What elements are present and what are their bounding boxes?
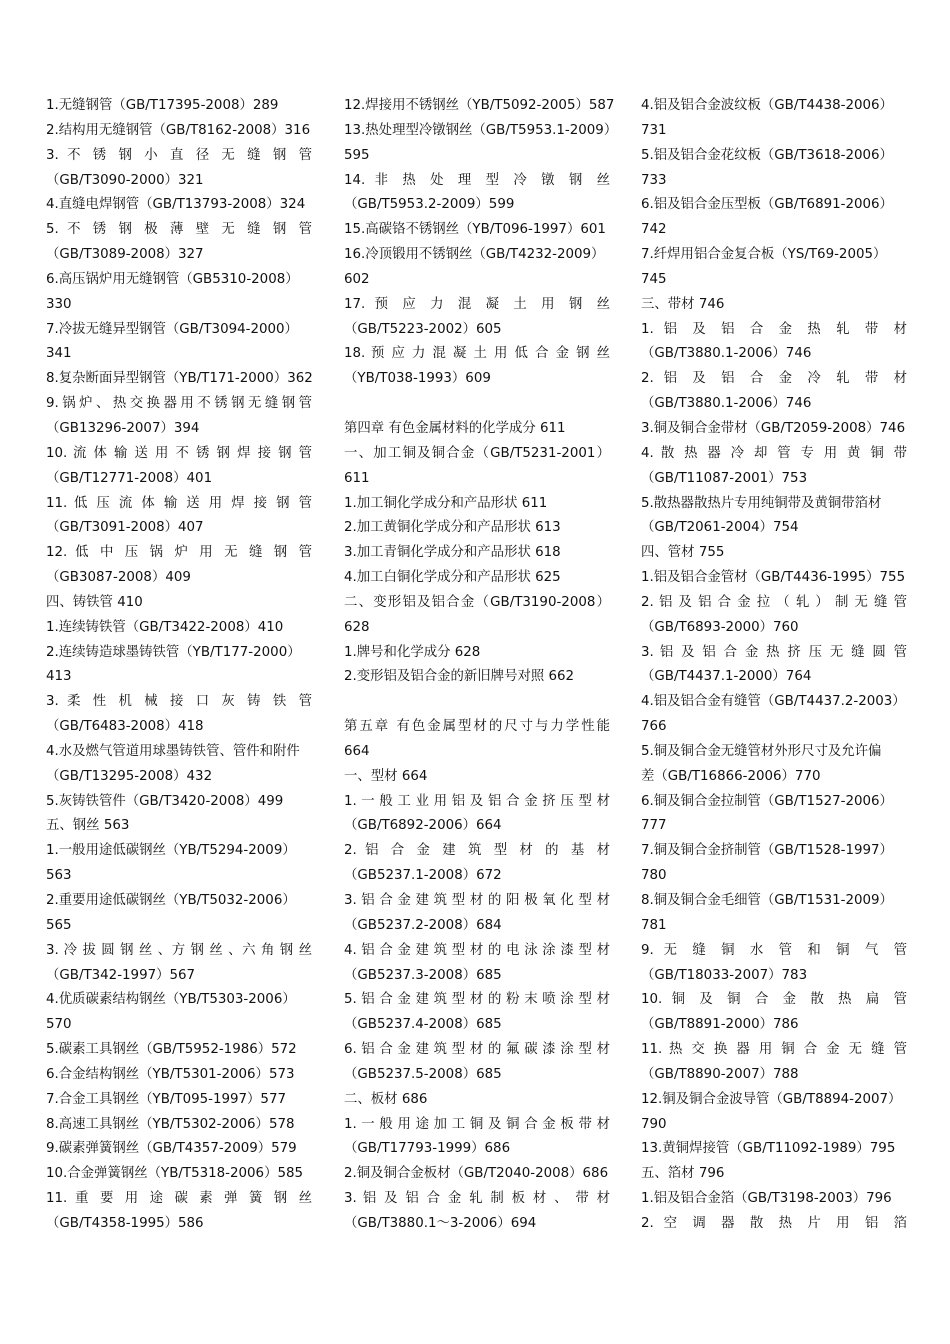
toc-entry-line: （GB5237.4-2008）685 <box>344 1017 502 1033</box>
toc-entry-line: 1.牌号和化学成分 628 <box>344 644 481 660</box>
toc-entry-line: 766 <box>641 719 667 735</box>
toc-entry-line: 二、板材 686 <box>344 1091 428 1107</box>
toc-entry-line: 2. 铝 及 铝 合 金 拉 （ 轧 ） 制 无 缝 管 <box>641 594 907 610</box>
toc-entry-line: 1.连续铸铁管（GB/T3422-2008）410 <box>46 619 284 635</box>
toc-entry-line: （GB/T3880.1-2006）746 <box>641 396 812 412</box>
toc-column-right <box>641 94 907 1237</box>
toc-entry-line: 12.铜及铜合金波导管（GB/T8894-2007） <box>641 1091 902 1107</box>
toc-entry-line: 7.冷拔无缝异型钢管（GB/T3094-2000） <box>46 321 298 337</box>
toc-entry-line: 2.加工黄铜化学成分和产品形状 613 <box>344 520 561 536</box>
toc-entry-line: 11. 重 要 用 途 碳 素 弹 簧 钢 丝 <box>46 1191 312 1207</box>
toc-entry-line: 4.铝及铝合金有缝管（GB/T4437.2-2003） <box>641 694 906 710</box>
toc-entry-line: 10. 铜 及 铜 合 金 散 热 扁 管 <box>641 992 907 1008</box>
toc-entry-line: 2.结构用无缝钢管（GB/T8162-2008）316 <box>46 122 311 138</box>
toc-entry-line: 5.散热器散热片专用纯铜带及黄铜带箔材 <box>641 495 882 511</box>
toc-entry-line: 14. 非 热 处 理 型 冷 镦 钢 丝 <box>344 172 610 188</box>
toc-entry-line: 9. 无 缝 铜 水 管 和 铜 气 管 <box>641 942 907 958</box>
toc-entry-line: （GB/T8890-2007）788 <box>641 1066 799 1082</box>
toc-entry-line: 五、箔材 796 <box>641 1166 725 1182</box>
toc-entry-line: 5. 不 锈 钢 极 薄 壁 无 缝 钢 管 <box>46 222 312 238</box>
toc-entry-line: 6.高压锅炉用无缝钢管（GB5310-2008） <box>46 271 299 287</box>
toc-entry-line: 第四章 有色金属材料的化学成分 611 <box>344 420 566 436</box>
toc-entry-line: 780 <box>641 868 667 884</box>
toc-entry-line: 6.铝及铝合金压型板（GB/T6891-2006） <box>641 197 893 213</box>
toc-entry-line: 2. 空 调 器 散 热 片 用 铝 箔 <box>641 1215 907 1231</box>
toc-entry-line: 三、带材 746 <box>641 296 725 312</box>
toc-entry-line: 2. 铝 合 金 建 筑 型 材 的 基 材 <box>344 843 610 859</box>
toc-entry-line: （GB5237.2-2008）684 <box>344 917 502 933</box>
toc-entry-line: （GB/T4358-1995）586 <box>46 1215 204 1231</box>
toc-entry-line: 595 <box>344 147 370 163</box>
toc-entry-line: 6. 铝 合 金 建 筑 型 材 的 氟 碳 漆 涂 型 材 <box>344 1042 610 1058</box>
toc-entry-line: 4.直缝电焊钢管（GB/T13793-2008）324 <box>46 197 306 213</box>
toc-entry-line: 9.碳素弹簧钢丝（GB/T4357-2009）579 <box>46 1141 297 1157</box>
toc-entry-line: 11. 低 压 流 体 输 送 用 焊 接 钢 管 <box>46 495 312 511</box>
toc-entry-line: 563 <box>46 868 72 884</box>
toc-entry-line: 1.铝及铝合金箔（GB/T3198-2003）796 <box>641 1191 892 1207</box>
toc-entry-line: 413 <box>46 669 72 685</box>
toc-entry-line: 4.铝及铝合金波纹板（GB/T4438-2006） <box>641 98 893 113</box>
toc-entry-line: 6.合金结构钢丝（YB/T5301-2006）573 <box>46 1066 295 1082</box>
toc-column-middle <box>344 94 618 1237</box>
toc-entry-line: 3. 铝 及 铝 合 金 轧 制 板 材 、 带 材 <box>344 1191 610 1207</box>
toc-entry-line: 602 <box>344 271 370 287</box>
toc-entry-line: 4. 铝 合 金 建 筑 型 材 的 电 泳 涂 漆 型 材 <box>344 942 610 958</box>
toc-entry-line: （GB/T3880.1～3-2006）694 <box>344 1215 537 1231</box>
toc-entry-line: 8.高速工具钢丝（YB/T5302-2006）578 <box>46 1116 295 1132</box>
toc-entry-line: 3.铜及铜合金带材（GB/T2059-2008）746 <box>641 420 906 436</box>
toc-entry-line: 1. 一 般 工 业 用 铝 及 铝 合 金 挤 压 型 材 <box>344 793 610 809</box>
toc-entry-line: 628 <box>344 619 370 635</box>
toc-entry-line: 341 <box>46 346 72 362</box>
toc-entry-line: 781 <box>641 917 667 933</box>
toc-entry-line: （GB/T6892-2006）664 <box>344 818 502 834</box>
toc-entry-line: 18. 预 应 力 混 凝 土 用 低 合 金 钢 丝 <box>344 346 610 362</box>
toc-entry-line: 5.铜及铜合金无缝管材外形尺寸及允许偏 <box>641 743 882 759</box>
toc-entry-line: 4.水及燃气管道用球墨铸铁管、管件和附件 <box>46 743 300 759</box>
toc-entry-line: 8.复杂断面异型钢管（YB/T171-2000）362 <box>46 371 313 387</box>
toc-entry-line: 611 <box>344 470 370 486</box>
toc-entry-line: （GB/T6893-2000）760 <box>641 619 799 635</box>
toc-entry-line: （GB/T4437.1-2000）764 <box>641 669 812 685</box>
toc-entry-line: 7.铜及铜合金挤制管（GB/T1528-1997） <box>641 843 893 859</box>
toc-entry-line: 4.优质碳素结构钢丝（YB/T5303-2006） <box>46 992 296 1008</box>
toc-entry-line: 565 <box>46 917 72 933</box>
toc-entry-line: 7.纤焊用铝合金复合板（YS/T69-2005） <box>641 247 887 263</box>
toc-entry-line: （GB/T13295-2008）432 <box>46 768 213 784</box>
blank-line <box>344 690 610 715</box>
toc-entry-line: （GB/T5223-2002）605 <box>344 321 502 337</box>
toc-entry-line: 2.变形铝及铝合金的新旧牌号对照 662 <box>344 669 575 685</box>
toc-entry-line: 17. 预 应 力 混 凝 土 用 钢 丝 <box>344 296 610 312</box>
toc-entry-line: 731 <box>641 122 667 138</box>
toc-entry-line: 3. 冷 拔 圆 钢 丝 、方 钢 丝 、六 角 钢 丝 <box>46 942 312 958</box>
toc-entry-line: 五、钢丝 563 <box>46 818 130 834</box>
toc-entry-line: 1.一般用途低碳钢丝（YB/T5294-2009） <box>46 843 296 859</box>
toc-entry-line: （GB/T3880.1-2006）746 <box>641 346 812 362</box>
toc-entry-line: 3. 柔 性 机 械 接 口 灰 铸 铁 管 <box>46 694 312 710</box>
toc-entry-line: （GB/T2061-2004）754 <box>641 520 799 536</box>
toc-entry-line: 790 <box>641 1116 667 1132</box>
toc-entry-line: （GB3087-2008）409 <box>46 570 191 586</box>
toc-entry-line: 1.无缝钢管（GB/T17395-2008）289 <box>46 98 279 113</box>
toc-entry-line: 13.黄铜焊接管（GB/T11092-1989）795 <box>641 1141 896 1157</box>
toc-entry-line: 664 <box>344 743 370 759</box>
toc-entry-line: 3. 铝 及 铝 合 金 热 挤 压 无 缝 圆 管 <box>641 644 907 660</box>
toc-entry-line: 5. 铝 合 金 建 筑 型 材 的 粉 末 喷 涂 型 材 <box>344 992 610 1008</box>
toc-entry-line: 四、铸铁管 410 <box>46 594 143 610</box>
toc-entry-line: （GB/T11087-2001）753 <box>641 470 808 486</box>
toc-entry-line: 10. 流 体 输 送 用 不 锈 钢 焊 接 钢 管 <box>46 445 312 461</box>
toc-entry-line: 1. 一 般 用 途 加 工 铜 及 铜 合 金 板 带 材 <box>344 1116 610 1132</box>
toc-entry-line: 差（GB/T16866-2006）770 <box>641 768 821 784</box>
toc-entry-line: 第五章 有色金属型材的尺寸与力学性能 <box>344 719 610 735</box>
toc-entry-line: 二、变形铝及铝合金（GB/T3190-2008） <box>344 594 610 610</box>
toc-entry-line: （GB/T5953.2-2009）599 <box>344 197 515 213</box>
toc-entry-line: 10.合金弹簧钢丝（YB/T5318-2006）585 <box>46 1166 304 1182</box>
toc-entry-line: 2.重要用途低碳钢丝（YB/T5032-2006） <box>46 893 296 908</box>
toc-entry-line: 1.铝及铝合金管材（GB/T4436-1995）755 <box>641 570 906 586</box>
toc-entry-line: （GB/T3089-2008）327 <box>46 247 204 263</box>
toc-entry-line: （GB/T17793-1999）686 <box>344 1141 511 1157</box>
toc-entry-line: 5.铝及铝合金花纹板（GB/T3618-2006） <box>641 147 893 163</box>
toc-entry-line: 15.高碳铬不锈钢丝（YB/T096-1997）601 <box>344 222 606 238</box>
toc-entry-line: 3. 铝 合 金 建 筑 型 材 的 阳 极 氧 化 型 材 <box>344 893 610 908</box>
toc-entry-line: 16.冷顶锻用不锈钢丝（GB/T4232-2009） <box>344 247 605 263</box>
toc-entry-line: 3.加工青铜化学成分和产品形状 618 <box>344 545 561 561</box>
toc-entry-line: （GB/T8891-2000）786 <box>641 1017 799 1033</box>
toc-entry-line: 330 <box>46 296 72 312</box>
toc-entry-line: 7.合金工具钢丝（YB/T095-1997）577 <box>46 1091 286 1107</box>
toc-entry-line: 4.加工白铜化学成分和产品形状 625 <box>344 570 561 586</box>
toc-entry-line: 2.铜及铜合金板材（GB/T2040-2008）686 <box>344 1166 609 1182</box>
toc-entry-line: 8.铜及铜合金毛细管（GB/T1531-2009） <box>641 893 893 908</box>
toc-entry-line: 570 <box>46 1017 72 1033</box>
toc-entry-line: 13.热处理型冷镦钢丝（GB/T5953.1-2009） <box>344 122 618 138</box>
toc-entry-line: 3. 不 锈 钢 小 直 径 无 缝 钢 管 <box>46 147 312 163</box>
blank-line <box>344 392 610 417</box>
toc-entry-line: （GB/T3091-2008）407 <box>46 520 204 536</box>
toc-entry-line: 1. 铝 及 铝 合 金 热 轧 带 材 <box>641 321 907 337</box>
toc-entry-line: （GB/T12771-2008）401 <box>46 470 213 486</box>
toc-entry-line: （GB/T6483-2008）418 <box>46 719 204 735</box>
toc-entry-line: 一、型材 664 <box>344 768 428 784</box>
toc-entry-line: 5.碳素工具钢丝（GB/T5952-1986）572 <box>46 1042 297 1058</box>
toc-entry-line: （GB5237.3-2008）685 <box>344 967 502 983</box>
toc-entry-line: 745 <box>641 271 667 287</box>
toc-entry-line: 一、加工铜及铜合金（GB/T5231-2001） <box>344 445 610 461</box>
toc-entry-line: 777 <box>641 818 667 834</box>
toc-entry-line: 2. 铝 及 铝 合 金 冷 轧 带 材 <box>641 371 907 387</box>
toc-entry-line: （GB13296-2007）394 <box>46 420 200 436</box>
toc-entry-line: （GB/T342-1997）567 <box>46 967 196 983</box>
toc-entry-line: 742 <box>641 222 667 238</box>
toc-entry-line: 12.焊接用不锈钢丝（YB/T5092-2005）587 <box>344 98 615 113</box>
toc-entry-line: （GB/T18033-2007）783 <box>641 967 808 983</box>
toc-column-left <box>46 94 312 1237</box>
toc-entry-line: （YB/T038-1993）609 <box>344 371 491 387</box>
toc-entry-line: （GB5237.1-2008）672 <box>344 868 502 884</box>
toc-entry-line: 6.铜及铜合金拉制管（GB/T1527-2006） <box>641 793 893 809</box>
toc-entry-line: （GB5237.5-2008）685 <box>344 1066 502 1082</box>
toc-entry-line: 四、管材 755 <box>641 545 725 561</box>
toc-entry-line: 12. 低 中 压 锅 炉 用 无 缝 钢 管 <box>46 545 312 561</box>
toc-entry-line: 4. 散 热 器 冷 却 管 专 用 黄 铜 带 <box>641 445 907 461</box>
toc-entry-line: （GB/T3090-2000）321 <box>46 172 204 188</box>
toc-entry-line: 733 <box>641 172 667 188</box>
toc-entry-line: 9.锅炉、热交换器用不锈钢无缝钢管 <box>46 396 312 412</box>
toc-entry-line: 1.加工铜化学成分和产品形状 611 <box>344 495 548 511</box>
toc-entry-line: 5.灰铸铁管件（GB/T3420-2008）499 <box>46 793 284 809</box>
toc-entry-line: 2.连续铸造球墨铸铁管（YB/T177-2000） <box>46 644 301 660</box>
toc-entry-line: 11. 热 交 换 器 用 铜 合 金 无 缝 管 <box>641 1042 907 1058</box>
